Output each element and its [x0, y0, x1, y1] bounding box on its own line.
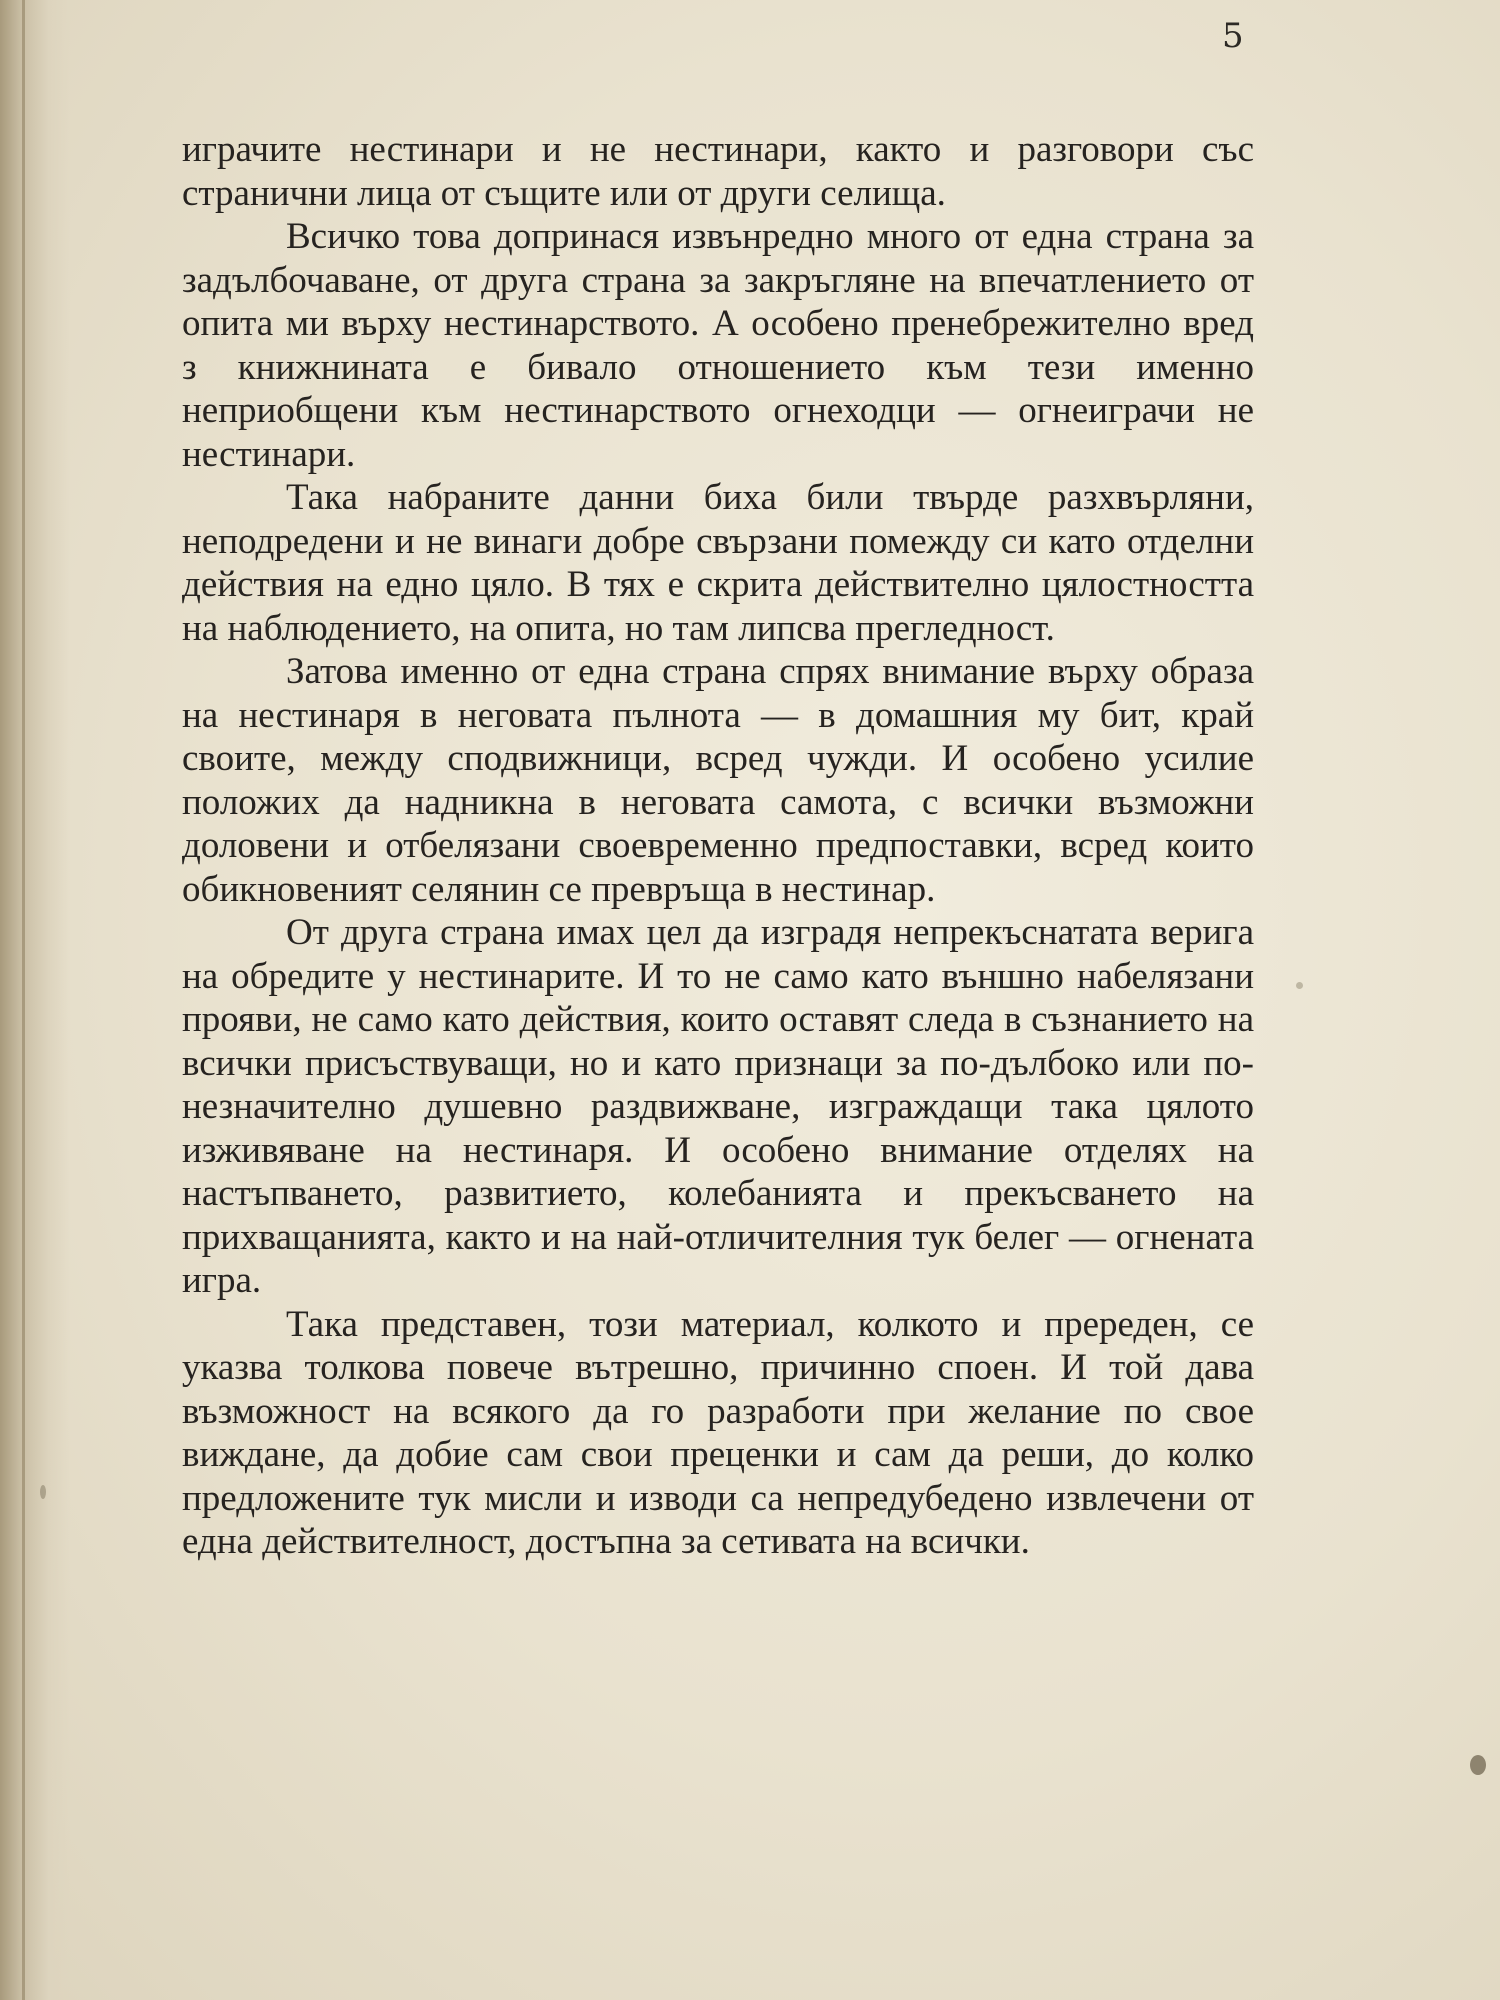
spine-edge [22, 0, 25, 2000]
paragraph-6: Така представен, този материал, колкото и пререден, се указва толкова повече вътрешно, причинно споен. И той дава възможност на всякого да го разработи при желание по свое виждане, да добие сам свои преценки и сам да реши, до колко предложените тук мисли и изводи са непредубедено извлечени от една действителност, достъпна за сетивата на всички. [182, 1303, 1254, 1562]
paper-speck [40, 1485, 46, 1499]
paper-speck [1470, 1755, 1486, 1775]
body-text [182, 128, 1254, 1564]
spine-shadow [0, 0, 70, 2000]
paragraph-5: От друга страна имах цел да изградя непрекъснатата верига на обредите у нестинарите. И то не само като външно набелязани прояви, не само като действия, които оставят следа в съзнанието на всички присъствуващи, но и като признаци за по-дълбоко или по-незначително душевно раздвижване, изграждащи така цялото изживяване на нестинаря. И особено внимание отделях на настъпването, развитието, колебанията и прекъсването на прихващанията, както и на най-отличителния тук белег — огнената игра. [182, 912, 1254, 1301]
paragraph-3: Така набраните данни биха били твърде разхвърляни, неподредени и не винаги добре свързани помежду си като отделни действия на едно цяло. В тях е скрита действително цялостността на наблюдението, на опита, но там липсва прегледност. [182, 477, 1254, 649]
paragraph-2: Всичко това допринася извънредно много от една страна за задълбочаване, от друга страна за закръгляне на впечатлението от опита ми върху нестинарството. А особено пренебрежително вред з книжнината е бивало отношението към тези именно неприобщени към нестинарството огнеходци — огнеиграчи не нестинари. [182, 216, 1254, 475]
paper-speck [1296, 982, 1303, 989]
paragraph-1: играчите нестинари и не нестинари, както и разговори със странични лица от същите или от други селища. [182, 129, 1254, 214]
page-number: 5 [1222, 16, 1244, 56]
paragraph-4: Затова именно от една страна спрях внимание върху образа на нестинаря в неговата пълнота — в домашния му бит, край своите, между сподвижници, всред чужди. И особено усилие положих да надникна в неговата самота, с всички възможни доловени и отбелязани своевременно предпоставки, всред които обикновеният селянин се превръща в нестинар. [182, 651, 1254, 910]
